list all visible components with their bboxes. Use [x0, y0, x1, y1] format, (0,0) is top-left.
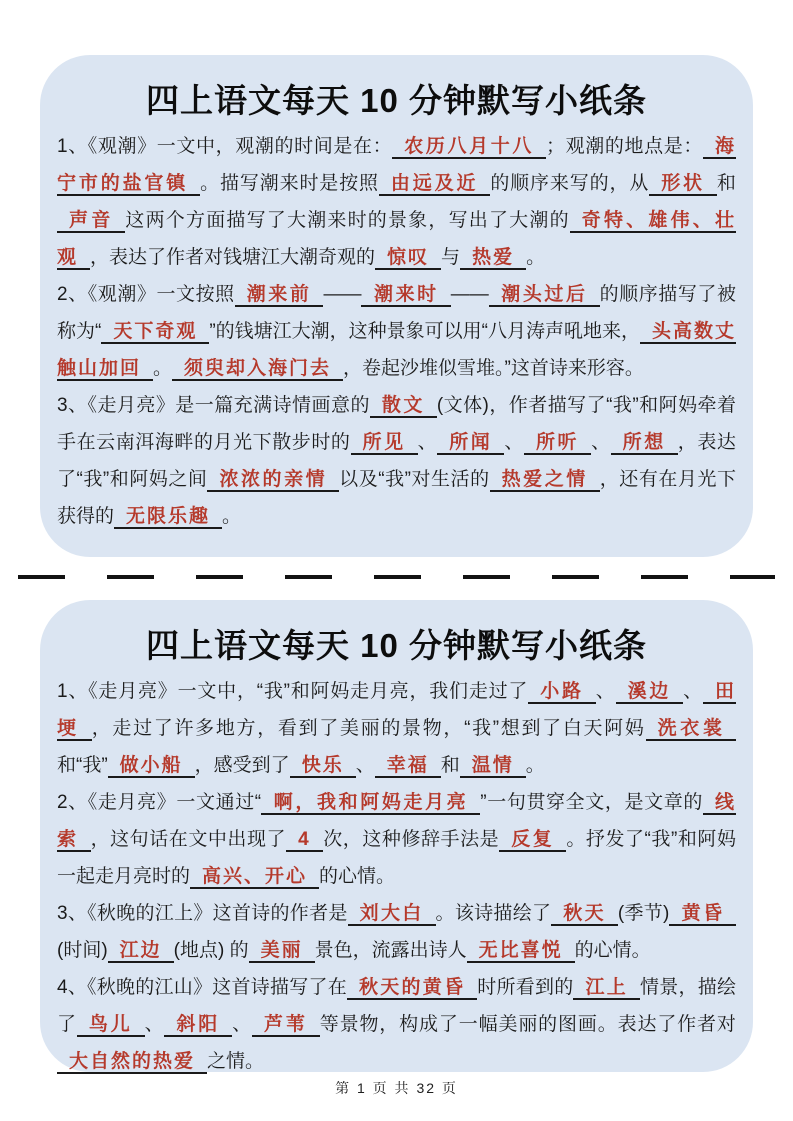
- question-text: [57, 784, 736, 895]
- answer-blank: 洗衣裳: [646, 718, 736, 741]
- answer-blank: 小路: [528, 681, 596, 704]
- question-segment: (地点) 的: [173, 940, 249, 961]
- answer-blank: 线索: [57, 792, 736, 850]
- answer-blank: 黄昏: [669, 903, 736, 926]
- question-segment: 的心情。: [319, 866, 396, 887]
- answer-blank: 无比喜悦: [467, 940, 575, 963]
- question-text: [57, 276, 736, 387]
- answer-blank: 所想: [611, 432, 678, 455]
- answer-blank: 高兴、开心: [190, 866, 319, 889]
- question-segment: 与: [441, 247, 461, 268]
- question-segment: 的顺序描写了被称为“: [57, 284, 736, 342]
- answer-blank: 刘大白: [348, 903, 436, 926]
- answer-blank: 反复: [499, 829, 566, 852]
- answer-blank: 天下奇观: [101, 321, 209, 344]
- question-text: [57, 895, 736, 969]
- question-segment: 的顺序来写的，从: [490, 173, 650, 194]
- answer-blank: 秋天: [551, 903, 618, 926]
- question-segment: 、: [595, 681, 616, 702]
- question-segment: ；观潮的地点是：: [545, 136, 703, 157]
- answer-blank: 须臾却入海门去: [172, 358, 343, 381]
- question-segment: 的心情。: [574, 940, 651, 961]
- answer-blank: 所听: [524, 432, 591, 455]
- answer-blank: 啊，我和阿妈走月亮: [261, 792, 480, 815]
- answer-blank: 头高数丈触山加回: [57, 321, 737, 379]
- question-text: [57, 128, 736, 276]
- question-segment: ，感受到了: [194, 755, 290, 776]
- question-segment: 以及“我”对生活的: [339, 469, 490, 490]
- answer-blank: 奇特、雄伟、壮观: [57, 210, 736, 268]
- answer-blank: 芦苇: [252, 1014, 320, 1037]
- answer-blank: 热爱之情: [490, 469, 600, 492]
- question-segment: 1、《走月亮》一文中，“我”和阿妈走月亮，我们走过了: [57, 681, 529, 702]
- question-segment: 时所看到的: [477, 977, 574, 998]
- question-segment: 、: [355, 755, 375, 776]
- answer-blank: 美丽: [249, 940, 315, 963]
- answer-blank: 斜阳: [164, 1014, 232, 1037]
- question-segment: 。: [222, 506, 242, 527]
- question-segment: 。: [526, 247, 546, 268]
- question-segment: 、: [417, 432, 438, 453]
- answer-blank: 形状: [649, 173, 717, 196]
- answer-blank: 无限乐趣: [114, 506, 222, 529]
- answer-blank: 海宁市的盐官镇: [57, 136, 736, 194]
- question-segment: 和“我”: [57, 755, 108, 776]
- question-text: [57, 387, 736, 535]
- answer-blank: 潮头过后: [489, 284, 600, 307]
- question-segment: 之情。: [207, 1051, 265, 1072]
- page-number: 第 1 页 共 32 页: [335, 1080, 458, 1096]
- question-segment: (时间): [57, 940, 108, 961]
- answer-blank: 鸟儿: [77, 1014, 145, 1037]
- answer-blank: 田埂: [57, 681, 736, 739]
- answer-blank: 温情: [460, 755, 526, 778]
- answer-blank: 做小船: [108, 755, 195, 778]
- question-segment: ，这句话在文中出现了: [90, 829, 287, 850]
- question-segment: ，还有在月光下获得的: [57, 469, 736, 527]
- question-text: [57, 969, 736, 1080]
- question-segment: 2、《观潮》一文按照: [57, 284, 235, 305]
- answer-blank: 潮来时: [361, 284, 450, 307]
- question-segment: 1、《观潮》一文中，观潮的时间是在：: [57, 136, 393, 157]
- card-body: [57, 128, 736, 535]
- question-segment: ——: [323, 284, 362, 305]
- question-segment: (文体)，作者描写了“我”和阿妈牵着手在云南洱海畔的月光下散步时的: [57, 395, 736, 453]
- question-segment: ”一句贯穿全文，是文章的: [480, 792, 703, 813]
- answer-blank: 农历八月十八: [392, 136, 546, 159]
- question-segment: ，表达了作者对钱塘江大潮奇观的: [90, 247, 376, 268]
- answer-blank: 由远及近: [379, 173, 490, 196]
- answer-blank: 所闻: [437, 432, 504, 455]
- answer-blank: 幸福: [375, 755, 441, 778]
- question-segment: 。描写潮来时是按照: [200, 173, 379, 194]
- question-segment: ——: [450, 284, 489, 305]
- question-segment: (季节): [617, 903, 670, 924]
- question-segment: ，表达了“我”和阿妈之间: [57, 432, 736, 490]
- question-segment: 4、《秋晚的江山》这首诗描写了在: [57, 977, 347, 998]
- question-segment: 、: [232, 1014, 253, 1035]
- answer-blank: 声音: [57, 210, 125, 233]
- question-segment: 、: [504, 432, 524, 453]
- dictation-card-top: [40, 55, 753, 557]
- answer-blank: 江边: [108, 940, 174, 963]
- question-segment: 。该诗描绘了: [435, 903, 552, 924]
- question-segment: 和: [716, 173, 736, 194]
- answer-blank: 4: [286, 829, 323, 852]
- answer-blank: 浓浓的亲情: [207, 469, 339, 492]
- question-segment: ，卷起沙堆似雪堆。”这首诗来形容。: [343, 358, 644, 379]
- question-segment: 情景，描绘了: [57, 977, 736, 1035]
- question-segment: 3、《秋晚的江上》这首诗的作者是: [57, 903, 348, 924]
- question-segment: ”的钱塘江大潮，这种景象可以用“八月涛声吼地来，: [209, 321, 640, 342]
- card-body: [57, 673, 736, 1080]
- answer-blank: 秋天的黄昏: [347, 977, 477, 1000]
- cut-line-separator: [18, 575, 775, 579]
- question-segment: 3、《走月亮》是一篇充满诗情画意的: [57, 395, 370, 416]
- card-title: 四上语文每天 10 分钟默写小纸条: [145, 627, 648, 664]
- answer-blank: 热爱: [460, 247, 526, 270]
- question-segment: 等景物，构成了一幅美丽的图画。表达了作者对: [319, 1014, 736, 1035]
- question-segment: 。: [153, 358, 173, 379]
- question-segment: 次，这种修辞手法是: [322, 829, 500, 850]
- answer-blank: 快乐: [290, 755, 356, 778]
- question-segment: 和: [440, 755, 460, 776]
- question-segment: ，走过了许多地方，看到了美丽的景物，“我”想到了白天阿妈: [91, 718, 646, 739]
- answer-blank: 潮来前: [235, 284, 324, 307]
- answer-blank: 惊叹: [375, 247, 441, 270]
- answer-blank: 大自然的热爱: [57, 1051, 207, 1074]
- answer-blank: 散文: [370, 395, 437, 418]
- question-segment: 2、《走月亮》一文通过“: [57, 792, 262, 813]
- answer-blank: 所见: [351, 432, 418, 455]
- question-segment: 。: [525, 755, 545, 776]
- question-segment: 。抒发了“我”和阿妈一起走月亮时的: [57, 829, 736, 887]
- question-text: [57, 673, 736, 784]
- question-segment: 、: [144, 1014, 165, 1035]
- answer-blank: 溪边: [616, 681, 684, 704]
- question-segment: 这两个方面描写了大潮来时的景象，写出了大潮的: [125, 210, 570, 231]
- card-title: 四上语文每天 10 分钟默写小纸条: [145, 82, 648, 119]
- question-segment: 、: [683, 681, 703, 702]
- question-segment: 景色，流露出诗人: [314, 940, 467, 961]
- question-segment: 、: [591, 432, 611, 453]
- dictation-card-bottom: [40, 600, 753, 1072]
- answer-blank: 江上: [573, 977, 640, 1000]
